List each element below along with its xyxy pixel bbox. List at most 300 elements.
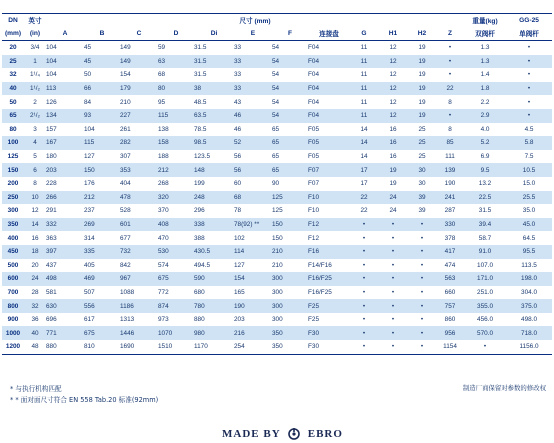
table-cell: 98.5 bbox=[194, 136, 234, 150]
table-cell: 139 bbox=[436, 163, 464, 177]
table-cell: 30 bbox=[408, 163, 436, 177]
table-cell: 880 bbox=[194, 316, 205, 324]
table-row bbox=[2, 55, 552, 69]
table-cell: 25 bbox=[408, 136, 436, 150]
table-cell: F04 bbox=[308, 82, 350, 96]
table-cell: • bbox=[506, 82, 552, 96]
table-cell: 530 bbox=[158, 245, 194, 259]
table-cell: 11 bbox=[350, 82, 378, 96]
table-cell: 388 bbox=[194, 234, 205, 242]
table-cell: • bbox=[408, 340, 436, 354]
table-cell: 212 bbox=[84, 191, 120, 205]
table-cell: 125 bbox=[272, 191, 308, 205]
col-header: B bbox=[84, 26, 120, 41]
dn-cell: 80 bbox=[9, 125, 17, 133]
table-cell: 25 bbox=[418, 125, 426, 133]
made-by-label: MADE BY bbox=[222, 428, 281, 440]
table-cell: 1.8 bbox=[464, 82, 506, 96]
table-cell: 46 bbox=[234, 109, 272, 123]
table-cell: 335 bbox=[84, 245, 120, 259]
table-cell: 93 bbox=[84, 109, 120, 123]
table-cell: • bbox=[378, 326, 408, 340]
table-cell: 46 bbox=[234, 125, 242, 133]
table-cell: • bbox=[350, 326, 378, 340]
table-cell: 16 bbox=[389, 153, 397, 161]
dn-cell: 500 bbox=[7, 261, 19, 269]
inch-cell: 20 bbox=[31, 261, 39, 269]
table-cell: 60 bbox=[234, 180, 242, 188]
col-header: Z bbox=[436, 26, 464, 41]
table-cell: 2.9 bbox=[464, 109, 506, 123]
table-cell: 210 bbox=[272, 245, 308, 259]
table-cell: 1070 bbox=[158, 326, 194, 340]
table-cell: 860 bbox=[444, 316, 456, 324]
table-cell: 241 bbox=[436, 191, 464, 205]
table-cell: 104 bbox=[46, 44, 57, 52]
table-row bbox=[2, 340, 552, 354]
table-cell: 320 bbox=[158, 191, 194, 205]
table-cell: 12 bbox=[378, 109, 408, 123]
table-cell: 150 bbox=[84, 163, 120, 177]
table-cell: 16 bbox=[378, 136, 408, 150]
table-cell: 39 bbox=[408, 191, 436, 205]
table-cell: 397 bbox=[46, 245, 84, 259]
header-row-2 bbox=[2, 26, 552, 41]
dn-cell: 1000 bbox=[2, 326, 24, 340]
table-cell: • bbox=[378, 299, 408, 313]
table-cell: 370 bbox=[158, 207, 169, 215]
weight-double-stem-header: 双阀杆 bbox=[464, 26, 506, 41]
table-cell: 33 bbox=[234, 55, 272, 69]
brand-footer bbox=[222, 428, 343, 440]
table-cell: 11 bbox=[360, 98, 368, 106]
col-header: C bbox=[120, 26, 158, 41]
table-row bbox=[2, 109, 552, 123]
dn-cell: 350 bbox=[2, 218, 24, 232]
table-cell: • bbox=[527, 71, 531, 79]
table-cell: 52 bbox=[234, 136, 272, 150]
table-cell: • bbox=[350, 272, 378, 286]
table-cell: 12 bbox=[378, 82, 408, 96]
table-cell: 65 bbox=[272, 153, 280, 161]
table-cell: 33 bbox=[234, 82, 272, 96]
table-cell: 581 bbox=[46, 288, 57, 296]
table-cell: • bbox=[436, 55, 464, 69]
inch-cell: 6 bbox=[24, 163, 46, 177]
inch-cell: 1¹/₄ bbox=[29, 71, 41, 79]
table-cell: • bbox=[408, 218, 436, 232]
inch-cell: 36 bbox=[31, 316, 39, 324]
dn-cell: 450 bbox=[2, 245, 24, 259]
table-cell: • bbox=[420, 234, 424, 242]
table-cell: F04 bbox=[308, 55, 350, 69]
table-cell: 1.4 bbox=[480, 71, 490, 79]
dn-cell: 50 bbox=[9, 98, 17, 106]
table-cell: 498.0 bbox=[521, 316, 538, 324]
weight-single-stem-header: 单阀杆 bbox=[506, 26, 552, 41]
table-cell: • bbox=[362, 316, 366, 324]
table-cell: 417 bbox=[436, 245, 464, 259]
table-cell: • bbox=[408, 299, 436, 313]
table-cell: 149 bbox=[120, 55, 158, 69]
table-cell: 248 bbox=[194, 191, 234, 205]
table-row bbox=[2, 218, 552, 232]
table-row bbox=[2, 191, 552, 205]
table-cell: 1156.0 bbox=[506, 340, 552, 354]
dn-cell: 100 bbox=[2, 136, 24, 150]
table-cell: 171.0 bbox=[464, 272, 506, 286]
col-header: E bbox=[234, 26, 272, 41]
table-cell: 350 bbox=[272, 326, 308, 340]
inch-cell: 2 bbox=[33, 98, 37, 106]
dn-cell: 150 bbox=[2, 163, 24, 177]
table-cell: 7.5 bbox=[524, 153, 534, 161]
table-cell: 148 bbox=[194, 163, 234, 177]
table-cell: 31.5 bbox=[194, 44, 207, 52]
table-cell: F16 bbox=[308, 245, 350, 259]
table-cell: 254 bbox=[234, 340, 272, 354]
table-cell: • bbox=[391, 316, 395, 324]
inch-unit: (in) bbox=[24, 26, 46, 41]
table-row bbox=[2, 150, 552, 164]
table-cell: F04 bbox=[308, 98, 320, 106]
table-cell: 12 bbox=[389, 98, 397, 106]
table-cell: 732 bbox=[120, 245, 158, 259]
table-cell: • bbox=[408, 326, 436, 340]
table-cell: 12 bbox=[378, 55, 408, 69]
footnote-actuator: * 与执行机构匹配 bbox=[10, 385, 62, 393]
table-cell: 165 bbox=[234, 288, 245, 296]
table-cell: 150 bbox=[272, 218, 308, 232]
header-row-1 bbox=[2, 14, 552, 27]
dn-cell: 200 bbox=[7, 180, 19, 188]
table-cell: 43 bbox=[234, 98, 242, 106]
inch-cell: 5 bbox=[33, 153, 37, 161]
table-cell: 680 bbox=[194, 288, 205, 296]
table-cell: 114 bbox=[234, 245, 272, 259]
dn-unit: (mm) bbox=[2, 26, 24, 41]
table-cell: 251.0 bbox=[477, 288, 494, 296]
table-cell: 188 bbox=[158, 153, 169, 161]
table-cell: 19 bbox=[418, 98, 426, 106]
table-cell: 16 bbox=[389, 125, 397, 133]
table-cell: 498 bbox=[46, 272, 84, 286]
table-cell: 266 bbox=[46, 191, 84, 205]
inch-cell: 3 bbox=[33, 125, 37, 133]
table-cell: 63 bbox=[158, 55, 194, 69]
table-cell: 31.5 bbox=[194, 71, 207, 79]
table-cell: 300 bbox=[272, 299, 308, 313]
table-row bbox=[2, 204, 552, 218]
table-cell: 84 bbox=[84, 98, 92, 106]
table-cell: 601 bbox=[120, 218, 158, 232]
table-cell: • bbox=[362, 288, 366, 296]
table-row bbox=[2, 245, 552, 259]
table-cell: 91.0 bbox=[464, 245, 506, 259]
table-cell: 167 bbox=[46, 136, 84, 150]
table-cell: 5.8 bbox=[506, 136, 552, 150]
table-cell: F04 bbox=[308, 44, 320, 52]
table-cell: 19 bbox=[408, 109, 436, 123]
inch-cell: 16 bbox=[31, 234, 39, 242]
table-cell: 134 bbox=[46, 109, 84, 123]
table-cell: 17 bbox=[350, 163, 378, 177]
table-cell: 8 bbox=[448, 98, 452, 106]
table-cell: 304.0 bbox=[521, 288, 538, 296]
table-cell: 355.0 bbox=[464, 299, 506, 313]
table-cell: 4.5 bbox=[524, 125, 534, 133]
table-cell: 17 bbox=[360, 180, 368, 188]
table-cell: F16/F25 bbox=[308, 288, 332, 296]
table-cell: 95 bbox=[158, 98, 166, 106]
inch-cell: 10 bbox=[24, 191, 46, 205]
table-cell: 227 bbox=[120, 109, 158, 123]
col-header: F bbox=[272, 26, 308, 41]
table-cell: 115 bbox=[84, 136, 120, 150]
table-cell: • bbox=[527, 44, 531, 52]
table-row bbox=[2, 299, 552, 313]
table-cell: 556 bbox=[84, 299, 120, 313]
table-cell: 237 bbox=[84, 207, 95, 215]
table-cell: 4.0 bbox=[480, 125, 490, 133]
table-cell: 1.3 bbox=[464, 55, 506, 69]
table-cell: 199 bbox=[194, 180, 205, 188]
table-cell: 158 bbox=[158, 136, 194, 150]
table-cell: 59 bbox=[158, 44, 166, 52]
dn-cell: 65 bbox=[2, 109, 24, 123]
table-cell: 64.5 bbox=[522, 234, 536, 242]
table-cell: F16/F25 bbox=[308, 272, 350, 286]
inch-cell: 12 bbox=[31, 207, 39, 215]
table-cell: 880 bbox=[46, 340, 84, 354]
table-row bbox=[2, 41, 552, 55]
table-cell: 494.5 bbox=[194, 261, 210, 269]
table-cell: 115 bbox=[158, 109, 194, 123]
table-cell: 210 bbox=[272, 261, 283, 269]
ebro-logo-icon bbox=[288, 428, 300, 440]
table-cell: 33 bbox=[234, 71, 242, 79]
dn-cell: 800 bbox=[2, 299, 24, 313]
table-cell: F12 bbox=[308, 234, 320, 242]
inch-cell: 14 bbox=[24, 218, 46, 232]
dn-cell: 125 bbox=[7, 153, 19, 161]
table-cell: F07 bbox=[308, 180, 320, 188]
dn-cell: 40 bbox=[2, 82, 24, 96]
table-cell: 179 bbox=[120, 82, 158, 96]
table-cell: 50 bbox=[84, 71, 92, 79]
table-cell: 54 bbox=[272, 44, 280, 52]
table-cell: 10.5 bbox=[506, 163, 552, 177]
col-header: Di bbox=[194, 26, 234, 41]
table-cell: 261 bbox=[120, 125, 131, 133]
table-cell: 39 bbox=[418, 207, 426, 215]
table-cell: 478 bbox=[120, 191, 158, 205]
table-cell: 300 bbox=[272, 316, 283, 324]
material-header: GG-25 bbox=[506, 14, 552, 27]
table-row bbox=[2, 136, 552, 150]
table-cell: 190 bbox=[234, 299, 272, 313]
table-cell: 78.5 bbox=[194, 125, 207, 133]
dn-cell: 20 bbox=[9, 44, 17, 52]
table-cell: F05 bbox=[308, 136, 350, 150]
table-cell: • bbox=[506, 55, 552, 69]
table-cell: 469 bbox=[84, 272, 120, 286]
table-cell: 203 bbox=[234, 316, 245, 324]
table-cell: 12 bbox=[389, 71, 397, 79]
table-cell: 66 bbox=[84, 82, 120, 96]
table-cell: 176 bbox=[84, 180, 95, 188]
inch-cell: 32 bbox=[24, 299, 46, 313]
dn-cell: 300 bbox=[7, 207, 19, 215]
table-cell: • bbox=[350, 218, 378, 232]
table-cell: • bbox=[464, 340, 506, 354]
table-cell: 287 bbox=[444, 207, 456, 215]
table-cell: 677 bbox=[120, 234, 131, 242]
table-cell: 102 bbox=[234, 234, 245, 242]
table-cell: 22 bbox=[436, 82, 464, 96]
table-cell: 2.2 bbox=[480, 98, 490, 106]
table-cell: • bbox=[448, 44, 452, 52]
table-cell: • bbox=[362, 234, 366, 242]
table-cell: 45.0 bbox=[506, 218, 552, 232]
table-row bbox=[2, 177, 552, 191]
inch-cell: 4 bbox=[24, 136, 46, 150]
table-cell: 332 bbox=[46, 218, 84, 232]
table-cell: 11 bbox=[360, 44, 368, 52]
table-cell: 127 bbox=[234, 261, 245, 269]
col-header: H2 bbox=[408, 26, 436, 41]
table-cell: 696 bbox=[46, 316, 57, 324]
table-cell: 30 bbox=[418, 180, 426, 188]
table-cell: • bbox=[391, 234, 395, 242]
table-cell: 24 bbox=[389, 207, 397, 215]
col-header: D bbox=[158, 26, 194, 41]
inch-cell: 8 bbox=[33, 180, 37, 188]
table-cell: 617 bbox=[84, 316, 95, 324]
table-row bbox=[2, 95, 552, 109]
table-cell: 95.5 bbox=[506, 245, 552, 259]
table-cell: 842 bbox=[120, 261, 131, 269]
table-cell: 126 bbox=[46, 98, 57, 106]
table-cell: 54 bbox=[272, 98, 280, 106]
table-cell: 9.5 bbox=[464, 163, 506, 177]
table-cell: • bbox=[350, 340, 378, 354]
table-cell: F30 bbox=[308, 326, 350, 340]
table-cell: 574 bbox=[158, 261, 169, 269]
table-cell: 24 bbox=[378, 191, 408, 205]
table-cell: 107.0 bbox=[477, 261, 494, 269]
table-cell: 291 bbox=[46, 207, 57, 215]
table-cell: 19 bbox=[408, 55, 436, 69]
table-cell: 314 bbox=[84, 234, 95, 242]
table-cell: 35.0 bbox=[522, 207, 536, 215]
dn-cell: 900 bbox=[7, 316, 19, 324]
table-cell: 31.5 bbox=[194, 55, 234, 69]
table-cell: 330 bbox=[436, 218, 464, 232]
dimensions-header: 尺寸 (mm) bbox=[46, 14, 464, 27]
table-cell: 54 bbox=[272, 55, 308, 69]
table-cell: 528 bbox=[120, 207, 131, 215]
table-cell: 12 bbox=[389, 44, 397, 52]
table-row bbox=[2, 231, 552, 245]
table-row bbox=[2, 68, 552, 82]
col-header: A bbox=[46, 26, 84, 41]
table-cell: 228 bbox=[46, 180, 57, 188]
table-row bbox=[2, 272, 552, 286]
table-cell: • bbox=[420, 288, 424, 296]
table-cell: • bbox=[408, 272, 436, 286]
table-cell: 1690 bbox=[120, 340, 158, 354]
table-cell: 675 bbox=[84, 326, 120, 340]
table-cell: 363 bbox=[46, 234, 57, 242]
table-cell: • bbox=[350, 299, 378, 313]
dn-cell: 400 bbox=[7, 234, 19, 242]
table-cell: 38 bbox=[194, 82, 234, 96]
table-cell: 1.3 bbox=[480, 44, 490, 52]
table-cell: 956 bbox=[436, 326, 464, 340]
table-cell: • bbox=[448, 71, 452, 79]
table-cell: • bbox=[350, 245, 378, 259]
table-cell: 22.5 bbox=[464, 191, 506, 205]
manufacturer-note: 制造厂商保留对参数的修改权 bbox=[462, 384, 546, 392]
dn-cell: 250 bbox=[2, 191, 24, 205]
table-cell: 660 bbox=[444, 288, 456, 296]
table-cell: 269 bbox=[84, 218, 120, 232]
table-cell: 190 bbox=[444, 180, 456, 188]
table-cell: 54 bbox=[272, 82, 308, 96]
table-cell: 19 bbox=[418, 71, 426, 79]
table-cell: 19 bbox=[389, 180, 397, 188]
footnote-face-to-face: * * 面对面尺寸符合 EN 558 Tab.20 标准(92mm) bbox=[10, 396, 159, 404]
table-cell: F25 bbox=[308, 316, 320, 324]
table-cell: 353 bbox=[120, 163, 158, 177]
table-cell: F14/F16 bbox=[308, 261, 332, 269]
table-cell: • bbox=[378, 245, 408, 259]
table-cell: 85 bbox=[436, 136, 464, 150]
table-cell: 154 bbox=[120, 71, 131, 79]
table-cell: 150 bbox=[272, 234, 283, 242]
table-cell: 1170 bbox=[194, 340, 234, 354]
table-cell: 14 bbox=[360, 125, 368, 133]
dn-header: DN bbox=[2, 14, 24, 27]
table-cell: 630 bbox=[46, 299, 84, 313]
table-cell: 210 bbox=[120, 98, 131, 106]
table-cell: 14 bbox=[360, 153, 368, 161]
weight-header: 重量(kg) bbox=[464, 14, 506, 27]
table-cell: 33 bbox=[234, 44, 242, 52]
inch-cell: 1¹/₂ bbox=[24, 82, 46, 96]
table-cell: 408 bbox=[158, 218, 194, 232]
table-cell: 65 bbox=[272, 125, 280, 133]
table-cell: 1446 bbox=[120, 326, 158, 340]
table-cell: 5.2 bbox=[464, 136, 506, 150]
table-cell: 11 bbox=[350, 55, 378, 69]
table-cell: 300 bbox=[272, 288, 283, 296]
table-cell: 675 bbox=[158, 272, 194, 286]
table-cell: F30 bbox=[308, 340, 350, 354]
table-row bbox=[2, 82, 552, 96]
inch-cell: 2¹/₂ bbox=[24, 109, 46, 123]
table-cell: • bbox=[420, 316, 424, 324]
table-cell: 22 bbox=[350, 191, 378, 205]
table-cell: F25 bbox=[308, 299, 350, 313]
table-cell: 127 bbox=[84, 153, 95, 161]
table-cell: 154 bbox=[234, 272, 272, 286]
table-cell: 1154 bbox=[436, 340, 464, 354]
table-cell: 771 bbox=[46, 326, 84, 340]
table-cell: 78 bbox=[234, 207, 242, 215]
table-cell: 19 bbox=[378, 163, 408, 177]
